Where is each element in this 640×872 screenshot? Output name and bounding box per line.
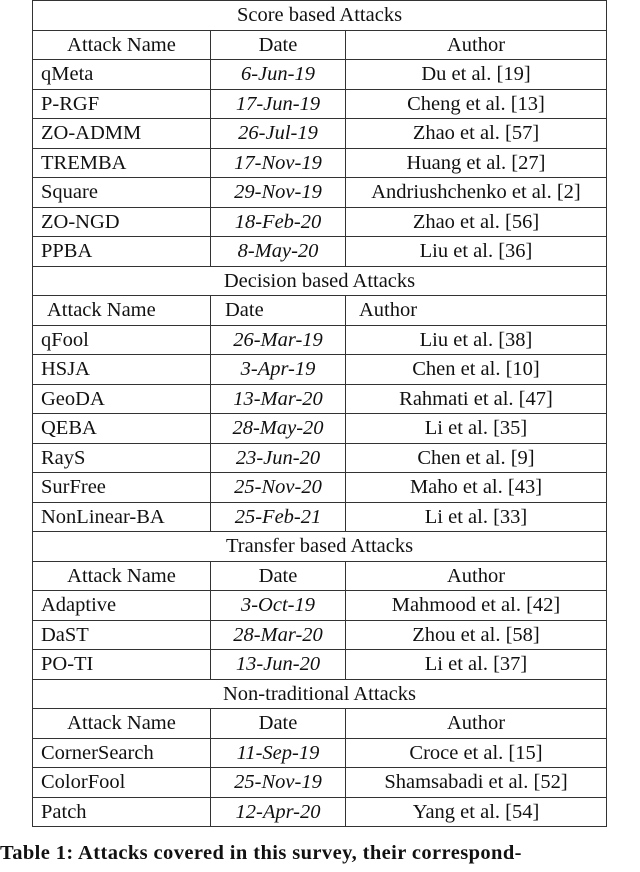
attack-name: Patch: [33, 797, 211, 827]
attack-name: NonLinear-BA: [33, 502, 211, 532]
column-header: Attack Name: [33, 30, 211, 60]
attack-date: 18-Feb-20: [211, 207, 346, 237]
table-row: [33, 355, 607, 385]
header-row: [33, 30, 607, 60]
attack-author: Andriushchenko et al. [2]: [346, 178, 607, 208]
attack-date: 25-Nov-19: [211, 768, 346, 798]
column-header: Author: [346, 561, 607, 591]
attack-date: 3-Oct-19: [211, 591, 346, 621]
attack-author: Li et al. [35]: [346, 414, 607, 444]
attack-author: Shamsabadi et al. [52]: [346, 768, 607, 798]
attack-author: Cheng et al. [13]: [346, 89, 607, 119]
section-title: Score based Attacks: [33, 1, 607, 31]
attack-date: 29-Nov-19: [211, 178, 346, 208]
column-header: Attack Name: [33, 561, 211, 591]
attack-date: 26-Jul-19: [211, 119, 346, 149]
attack-author: Chen et al. [9]: [346, 443, 607, 473]
table-row: [33, 591, 607, 621]
table-caption: Table 1: Attacks covered in this survey, their correspond-: [0, 842, 522, 864]
attack-date: 28-Mar-20: [211, 620, 346, 650]
attack-author: Zhao et al. [57]: [346, 119, 607, 149]
attack-author: Mahmood et al. [42]: [346, 591, 607, 621]
attack-date: 12-Apr-20: [211, 797, 346, 827]
section-title-row: [33, 266, 607, 296]
attack-name: ZO-NGD: [33, 207, 211, 237]
attack-name: CornerSearch: [33, 738, 211, 768]
table-row: [33, 650, 607, 680]
table-row: [33, 384, 607, 414]
attack-author: Maho et al. [43]: [346, 473, 607, 503]
attack-name: ZO-ADMM: [33, 119, 211, 149]
column-header: Attack Name: [33, 296, 211, 326]
attack-date: 17-Nov-19: [211, 148, 346, 178]
attack-author: Liu et al. [38]: [346, 325, 607, 355]
attack-date: 13-Jun-20: [211, 650, 346, 680]
section-title: Transfer based Attacks: [33, 532, 607, 562]
attack-name: P-RGF: [33, 89, 211, 119]
table-row: [33, 738, 607, 768]
table-row: [33, 89, 607, 119]
attack-date: 26-Mar-19: [211, 325, 346, 355]
attack-name: qMeta: [33, 60, 211, 90]
attack-date: 17-Jun-19: [211, 89, 346, 119]
attack-author: Yang et al. [54]: [346, 797, 607, 827]
attack-date: 13-Mar-20: [211, 384, 346, 414]
attack-date: 8-May-20: [211, 237, 346, 267]
attack-name: QEBA: [33, 414, 211, 444]
attack-author: Du et al. [19]: [346, 60, 607, 90]
table-row: [33, 148, 607, 178]
attack-name: TREMBA: [33, 148, 211, 178]
attack-name: DaST: [33, 620, 211, 650]
attack-author: Liu et al. [36]: [346, 237, 607, 267]
attack-date: 6-Jun-19: [211, 60, 346, 90]
attack-author: Chen et al. [10]: [346, 355, 607, 385]
section-title-row: [33, 679, 607, 709]
column-header: Author: [346, 296, 607, 326]
attack-author: Huang et al. [27]: [346, 148, 607, 178]
column-header: Date: [211, 30, 346, 60]
attack-name: PPBA: [33, 237, 211, 267]
table-row: [33, 60, 607, 90]
table-row: [33, 237, 607, 267]
section-title: Non-traditional Attacks: [33, 679, 607, 709]
column-header: Author: [346, 709, 607, 739]
column-header: Author: [346, 30, 607, 60]
header-row: [33, 709, 607, 739]
table-row: [33, 325, 607, 355]
column-header: Date: [211, 709, 346, 739]
section-title: Decision based Attacks: [33, 266, 607, 296]
attack-author: Li et al. [33]: [346, 502, 607, 532]
attack-name: Square: [33, 178, 211, 208]
table-row: [33, 443, 607, 473]
column-header: Attack Name: [33, 709, 211, 739]
attack-author: Rahmati et al. [47]: [346, 384, 607, 414]
attack-author: Li et al. [37]: [346, 650, 607, 680]
attack-date: 3-Apr-19: [211, 355, 346, 385]
attack-date: 23-Jun-20: [211, 443, 346, 473]
header-row: [33, 561, 607, 591]
table-row: [33, 207, 607, 237]
attack-name: Adaptive: [33, 591, 211, 621]
attack-name: RayS: [33, 443, 211, 473]
table-row: [33, 620, 607, 650]
section-title-row: [33, 1, 607, 31]
attack-author: Zhou et al. [58]: [346, 620, 607, 650]
table-row: [33, 414, 607, 444]
attack-author: Zhao et al. [56]: [346, 207, 607, 237]
attack-date: 25-Feb-21: [211, 502, 346, 532]
attack-name: PO-TI: [33, 650, 211, 680]
table-row: [33, 797, 607, 827]
table-row: [33, 768, 607, 798]
column-header: Date: [211, 561, 346, 591]
attack-name: qFool: [33, 325, 211, 355]
table-row: [33, 473, 607, 503]
attacks-table: [32, 0, 607, 827]
table-row: [33, 178, 607, 208]
attack-name: ColorFool: [33, 768, 211, 798]
table-row: [33, 119, 607, 149]
attack-author: Croce et al. [15]: [346, 738, 607, 768]
attack-date: 28-May-20: [211, 414, 346, 444]
attack-name: SurFree: [33, 473, 211, 503]
table-row: [33, 502, 607, 532]
attack-name: GeoDA: [33, 384, 211, 414]
attack-name: HSJA: [33, 355, 211, 385]
header-row: [33, 296, 607, 326]
attack-date: 25-Nov-20: [211, 473, 346, 503]
attack-date: 11-Sep-19: [211, 738, 346, 768]
section-title-row: [33, 532, 607, 562]
column-header: Date: [211, 296, 346, 326]
